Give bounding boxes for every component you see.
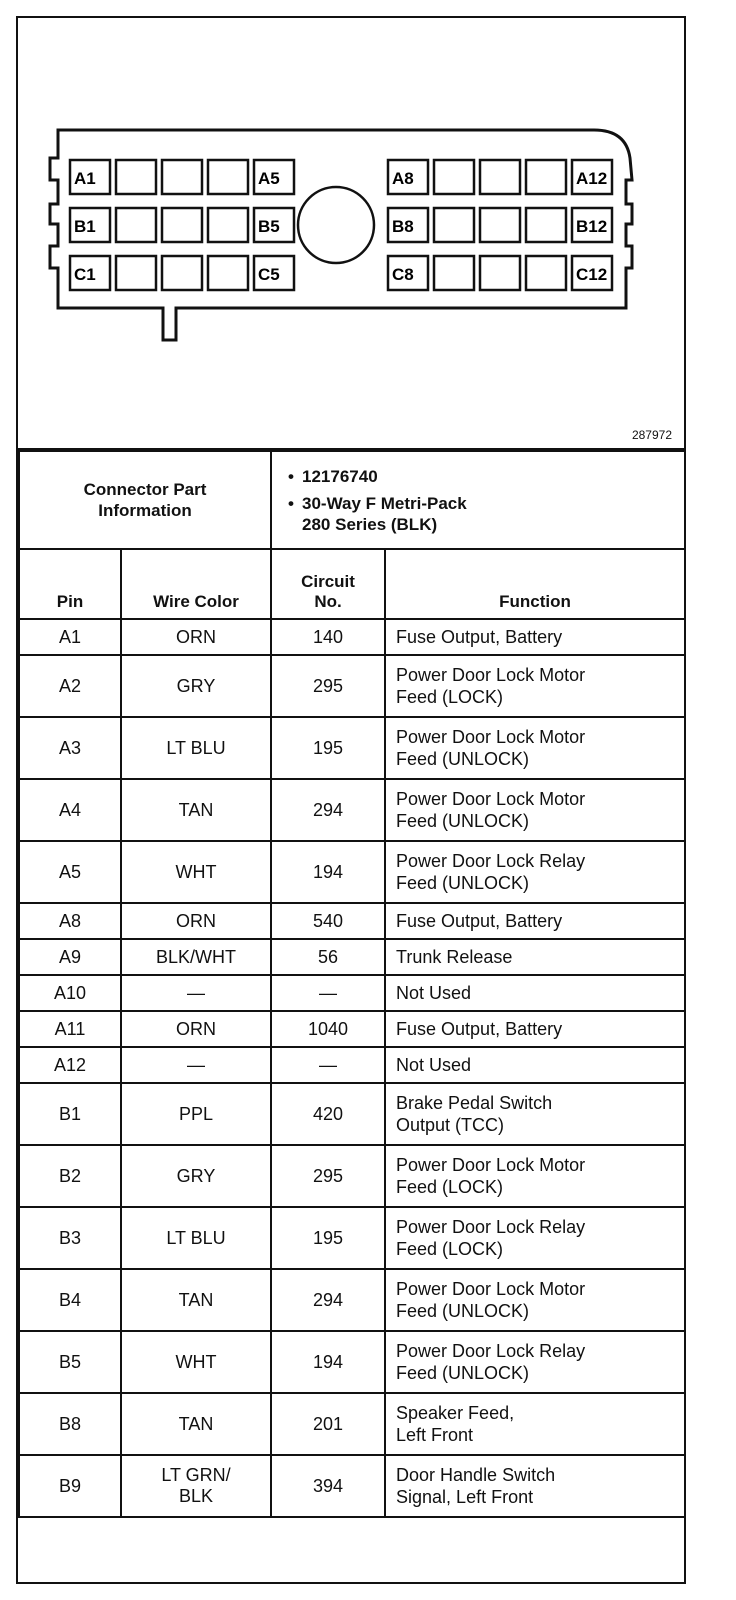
pin-cell: A2 <box>19 655 121 717</box>
pin-cell: B8 <box>19 1393 121 1455</box>
pin-cell: A10 <box>19 975 121 1011</box>
circuit-cell: 294 <box>271 779 385 841</box>
connector-info-table <box>18 450 686 1518</box>
cavity <box>116 160 156 194</box>
cavity <box>162 208 202 242</box>
table-row <box>19 975 685 1011</box>
part-number: • 12176740 <box>302 466 684 487</box>
connector-part-info-values <box>271 451 685 549</box>
cavity <box>208 208 248 242</box>
wire-color-cell: ORN <box>121 619 271 655</box>
table-row <box>19 619 685 655</box>
circuit-cell: 295 <box>271 1145 385 1207</box>
pin-label: B12 <box>576 217 608 236</box>
function-cell: Power Door Lock Relay Feed (UNLOCK) <box>385 841 685 903</box>
function-cell: Not Used <box>385 975 685 1011</box>
pin-label: B1 <box>74 217 96 236</box>
circuit-cell: 540 <box>271 903 385 939</box>
pin-label: C5 <box>258 265 280 284</box>
connector-face-drawing <box>18 18 684 448</box>
function-cell: Fuse Output, Battery <box>385 1011 685 1047</box>
wire-color-cell: LT BLU <box>121 717 271 779</box>
pin-cell: B5 <box>19 1331 121 1393</box>
table-row <box>19 1269 685 1331</box>
table-row <box>19 903 685 939</box>
function-cell: Fuse Output, Battery <box>385 619 685 655</box>
pin-label: A1 <box>74 169 96 188</box>
pin-cell: A8 <box>19 903 121 939</box>
pin-cell: A9 <box>19 939 121 975</box>
pin-cell: B3 <box>19 1207 121 1269</box>
wire-color-cell: LT BLU <box>121 1207 271 1269</box>
function-cell: Fuse Output, Battery <box>385 903 685 939</box>
cavity <box>526 160 566 194</box>
table-row <box>19 1207 685 1269</box>
wire-color-cell: PPL <box>121 1083 271 1145</box>
table-row <box>19 717 685 779</box>
circuit-cell: 195 <box>271 1207 385 1269</box>
cavity <box>116 208 156 242</box>
wire-color-cell: TAN <box>121 779 271 841</box>
pin-cell: B2 <box>19 1145 121 1207</box>
circuit-cell: 394 <box>271 1455 385 1517</box>
wire-color-cell: LT GRN/ BLK <box>121 1455 271 1517</box>
table-row <box>19 1011 685 1047</box>
function-cell: Brake Pedal Switch Output (TCC) <box>385 1083 685 1145</box>
table-row <box>19 841 685 903</box>
wire-color-cell: GRY <box>121 655 271 717</box>
table-row <box>19 1083 685 1145</box>
wire-color-cell: ORN <box>121 1011 271 1047</box>
pin-cell: B4 <box>19 1269 121 1331</box>
circuit-cell: 420 <box>271 1083 385 1145</box>
circuit-cell: 195 <box>271 717 385 779</box>
header-pin: Pin <box>19 549 121 619</box>
cavity <box>434 160 474 194</box>
cavity <box>162 160 202 194</box>
pin-label: A12 <box>576 169 608 188</box>
pin-cell: A5 <box>19 841 121 903</box>
circuit-cell: 194 <box>271 841 385 903</box>
wire-color-cell: TAN <box>121 1393 271 1455</box>
cavity <box>208 256 248 290</box>
circuit-cell: 1040 <box>271 1011 385 1047</box>
pin-label: B5 <box>258 217 280 236</box>
circuit-cell: 140 <box>271 619 385 655</box>
table-row <box>19 655 685 717</box>
header-circuit-no: Circuit No. <box>271 549 385 619</box>
table-row <box>19 939 685 975</box>
connector-description: • 30-Way F Metri-Pack 280 Series (BLK) <box>302 493 684 535</box>
function-cell: Not Used <box>385 1047 685 1083</box>
function-cell: Power Door Lock Relay Feed (LOCK) <box>385 1207 685 1269</box>
table-row <box>19 1331 685 1393</box>
wire-color-cell: BLK/WHT <box>121 939 271 975</box>
connector-housing <box>50 130 632 340</box>
figure-number: 287972 <box>631 428 672 442</box>
pin-cell: B9 <box>19 1455 121 1517</box>
cavity <box>526 208 566 242</box>
wire-color-cell: — <box>121 1047 271 1083</box>
pin-label: B8 <box>392 217 414 236</box>
function-cell: Power Door Lock Motor Feed (LOCK) <box>385 655 685 717</box>
pin-cell: A1 <box>19 619 121 655</box>
connector-part-info-row <box>19 451 685 549</box>
pin-cell: A11 <box>19 1011 121 1047</box>
center-key-hole <box>298 187 374 263</box>
header-wire-color: Wire Color <box>121 549 271 619</box>
cavity <box>480 208 520 242</box>
table-row <box>19 1455 685 1517</box>
circuit-cell: 295 <box>271 655 385 717</box>
cavity <box>480 160 520 194</box>
pin-cell: A12 <box>19 1047 121 1083</box>
function-cell: Trunk Release <box>385 939 685 975</box>
pin-label: C1 <box>74 265 96 284</box>
wire-color-cell: WHT <box>121 841 271 903</box>
pin-label: C12 <box>576 265 608 284</box>
pin-cell: A4 <box>19 779 121 841</box>
function-cell: Power Door Lock Motor Feed (LOCK) <box>385 1145 685 1207</box>
cavity <box>526 256 566 290</box>
table-row <box>19 1393 685 1455</box>
wire-color-cell: ORN <box>121 903 271 939</box>
cavity <box>116 256 156 290</box>
wire-color-cell: GRY <box>121 1145 271 1207</box>
circuit-cell: — <box>271 1047 385 1083</box>
circuit-cell: — <box>271 975 385 1011</box>
wire-color-cell: TAN <box>121 1269 271 1331</box>
cavity <box>162 256 202 290</box>
table-row <box>19 1145 685 1207</box>
function-cell: Power Door Lock Motor Feed (UNLOCK) <box>385 717 685 779</box>
cavity <box>208 160 248 194</box>
pin-label: A8 <box>392 169 414 188</box>
pin-table-body <box>19 619 685 1517</box>
wire-color-cell: WHT <box>121 1331 271 1393</box>
function-cell: Power Door Lock Motor Feed (UNLOCK) <box>385 1269 685 1331</box>
circuit-cell: 294 <box>271 1269 385 1331</box>
pin-cell: A3 <box>19 717 121 779</box>
table-header-row <box>19 549 685 619</box>
function-cell: Door Handle Switch Signal, Left Front <box>385 1455 685 1517</box>
wire-color-cell: — <box>121 975 271 1011</box>
pin-label: A5 <box>258 169 280 188</box>
circuit-cell: 194 <box>271 1331 385 1393</box>
cavity <box>434 256 474 290</box>
header-function: Function <box>385 549 685 619</box>
connector-sheet <box>16 16 686 1584</box>
cavity <box>434 208 474 242</box>
function-cell: Power Door Lock Relay Feed (UNLOCK) <box>385 1331 685 1393</box>
connector-diagram <box>18 18 684 450</box>
pin-cell: B1 <box>19 1083 121 1145</box>
connector-part-info-label: Connector Part Information <box>19 451 271 549</box>
table-row <box>19 1047 685 1083</box>
cavity <box>480 256 520 290</box>
pin-label: C8 <box>392 265 414 284</box>
function-cell: Power Door Lock Motor Feed (UNLOCK) <box>385 779 685 841</box>
circuit-cell: 56 <box>271 939 385 975</box>
circuit-cell: 201 <box>271 1393 385 1455</box>
function-cell: Speaker Feed, Left Front <box>385 1393 685 1455</box>
table-row <box>19 779 685 841</box>
